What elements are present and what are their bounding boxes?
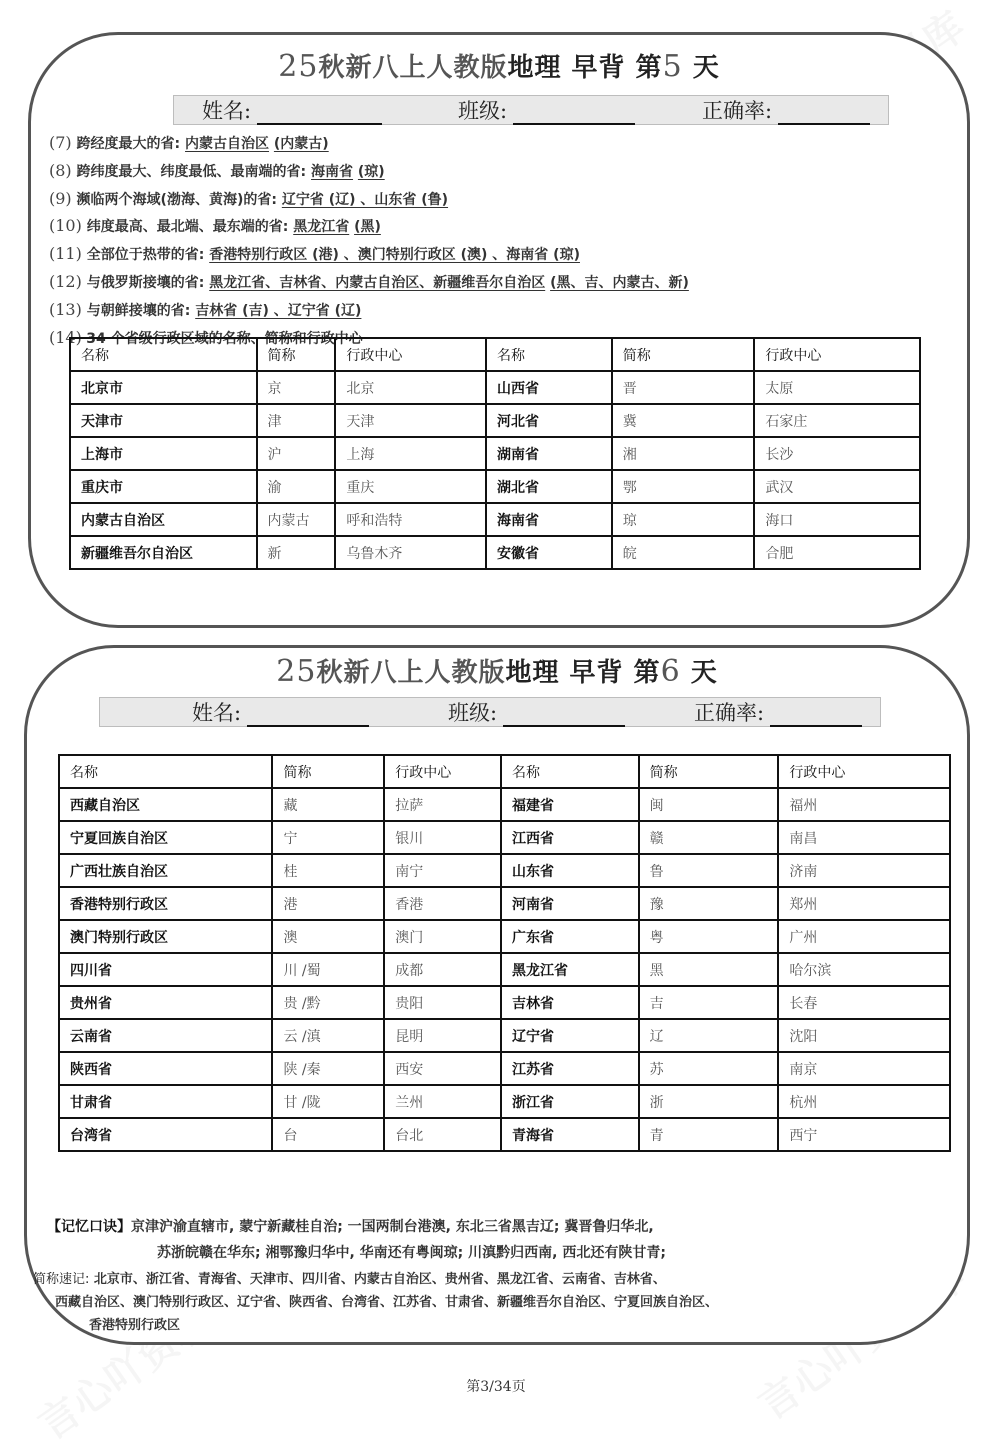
- table-row: 云南省 云 /滇 昆明 辽宁省 辽 沈阳: [59, 1019, 950, 1052]
- table-row: 香港特别行政区 港 香港 河南省 豫 郑州: [59, 887, 950, 920]
- class-blank[interactable]: [513, 101, 635, 125]
- mnemonic-block: [47, 1214, 967, 1266]
- name-blank[interactable]: [247, 703, 369, 727]
- item-10: (10) 纬度最高、最北端、最东端的省: 黑龙江省 (黑): [49, 216, 381, 236]
- item-14: (14) 34 个省级行政区域的名称、简称和行政中心: [49, 327, 363, 347]
- day5-info-bar: [173, 95, 889, 125]
- quick-line-2: 西藏自治区、澳门特别行政区、辽宁省、陕西省、台湾省、江苏省、甘肃省、新疆维吾尔自治区、宁夏回族自治区、: [55, 1295, 719, 1310]
- accuracy-blank[interactable]: [778, 101, 870, 125]
- accuracy-blank[interactable]: [770, 703, 862, 727]
- accuracy-field[interactable]: 正确率:: [694, 697, 862, 727]
- name-blank[interactable]: [257, 101, 382, 125]
- table-row: 天津市 津 天津 河北省 冀 石家庄: [70, 404, 920, 437]
- table-row: 内蒙古自治区 内蒙古 呼和浩特 海南省 琼 海口: [70, 503, 920, 536]
- class-field[interactable]: 班级:: [448, 697, 625, 727]
- table-row: 西藏自治区 藏 拉萨 福建省 闽 福州: [59, 788, 950, 821]
- day6-info-bar: [99, 697, 881, 727]
- table-row: 广西壮族自治区 桂 南宁 山东省 鲁 济南: [59, 854, 950, 887]
- day5-title: 25秋新八上人教版地理 早背 第5 天: [278, 49, 720, 84]
- page-number: 第3/34页: [466, 1379, 526, 1395]
- accuracy-field[interactable]: 正确率:: [702, 95, 870, 125]
- table-row: 台湾省 台 台北 青海省 青 西宁: [59, 1118, 950, 1151]
- item-7: (7) 跨经度最大的省: 内蒙古自治区 (内蒙古): [49, 133, 329, 152]
- quick-memory-block: [33, 1268, 963, 1337]
- item-8: (8) 跨纬度最大、纬度最低、最南端的省: 海南省 (琼): [49, 160, 385, 180]
- item-9: (9) 濒临两个海域(渤海、黄海)的省: 辽宁省 (辽) 、山东省 (鲁): [49, 188, 449, 208]
- day5-province-table: [69, 337, 921, 570]
- class-blank[interactable]: [503, 703, 625, 727]
- name-field[interactable]: 姓名:: [202, 95, 382, 125]
- table-row: 上海市 沪 上海 湖南省 湘 长沙: [70, 437, 920, 470]
- name-field[interactable]: 姓名:: [192, 697, 369, 727]
- table-row: 贵州省 贵 /黔 贵阳 吉林省 吉 长春: [59, 986, 950, 1019]
- table-row: 陕西省 陕 /秦 西安 江苏省 苏 南京: [59, 1052, 950, 1085]
- table-row: 甘肃省 甘 /陇 兰州 浙江省 浙 杭州: [59, 1085, 950, 1118]
- mnemonic-line-2: 苏浙皖赣在华东; 湘鄂豫归华中, 华南还有粤闽琼; 川滇黔归西南, 西北还有陕甘青;: [157, 1245, 666, 1261]
- day6-title: 25秋新八上人教版地理 早背 第6 天: [276, 654, 718, 689]
- mnemonic-line-1: 【记忆口诀】京津沪渝直辖市, 蒙宁新藏桂自治; 一国两制台港澳, 东北三省黑吉辽; 冀晋鲁归华北,: [47, 1219, 654, 1235]
- item-13: (13) 与朝鲜接壤的省: 吉林省 (吉) 、辽宁省 (辽): [49, 299, 362, 319]
- table-row: 重庆市 渝 重庆 湖北省 鄂 武汉: [70, 470, 920, 503]
- table-row: 四川省 川 /蜀 成都 黑龙江省 黑 哈尔滨: [59, 953, 950, 986]
- class-field[interactable]: 班级:: [458, 95, 635, 125]
- quick-line-1: 简称速记: 北京市、浙江省、青海省、天津市、四川省、内蒙古自治区、贵州省、黑龙江省、云南省、吉林省、: [33, 1272, 666, 1287]
- item-11: (11) 全部位于热带的省: 香港特别行政区 (港) 、澳门特别行政区 (澳) 、海南省 (琼): [49, 244, 580, 264]
- day5-card: [28, 32, 970, 628]
- quick-line-3: 香港特别行政区: [89, 1318, 181, 1333]
- table-row: 新疆维吾尔自治区 新 乌鲁木齐 安徽省 皖 合肥: [70, 536, 920, 569]
- table-row: 北京市 京 北京 山西省 晋 太原: [70, 371, 920, 404]
- day6-province-table: [58, 754, 951, 1152]
- day5-items: [49, 130, 689, 352]
- table-row: 宁夏回族自治区 宁 银川 江西省 赣 南昌: [59, 821, 950, 854]
- day6-card: [24, 645, 970, 1345]
- table-row: 澳门特别行政区 澳 澳门 广东省 粤 广州: [59, 920, 950, 953]
- table-header-row: 名称 简称 行政中心 名称 简称 行政中心: [70, 338, 920, 371]
- item-12: (12) 与俄罗斯接壤的省: 黑龙江省、吉林省、内蒙古自治区、新疆维吾尔自治区 (黑、吉、内蒙古、新): [49, 271, 689, 291]
- table-header-row: 名称 简称 行政中心 名称 简称 行政中心: [59, 755, 950, 788]
